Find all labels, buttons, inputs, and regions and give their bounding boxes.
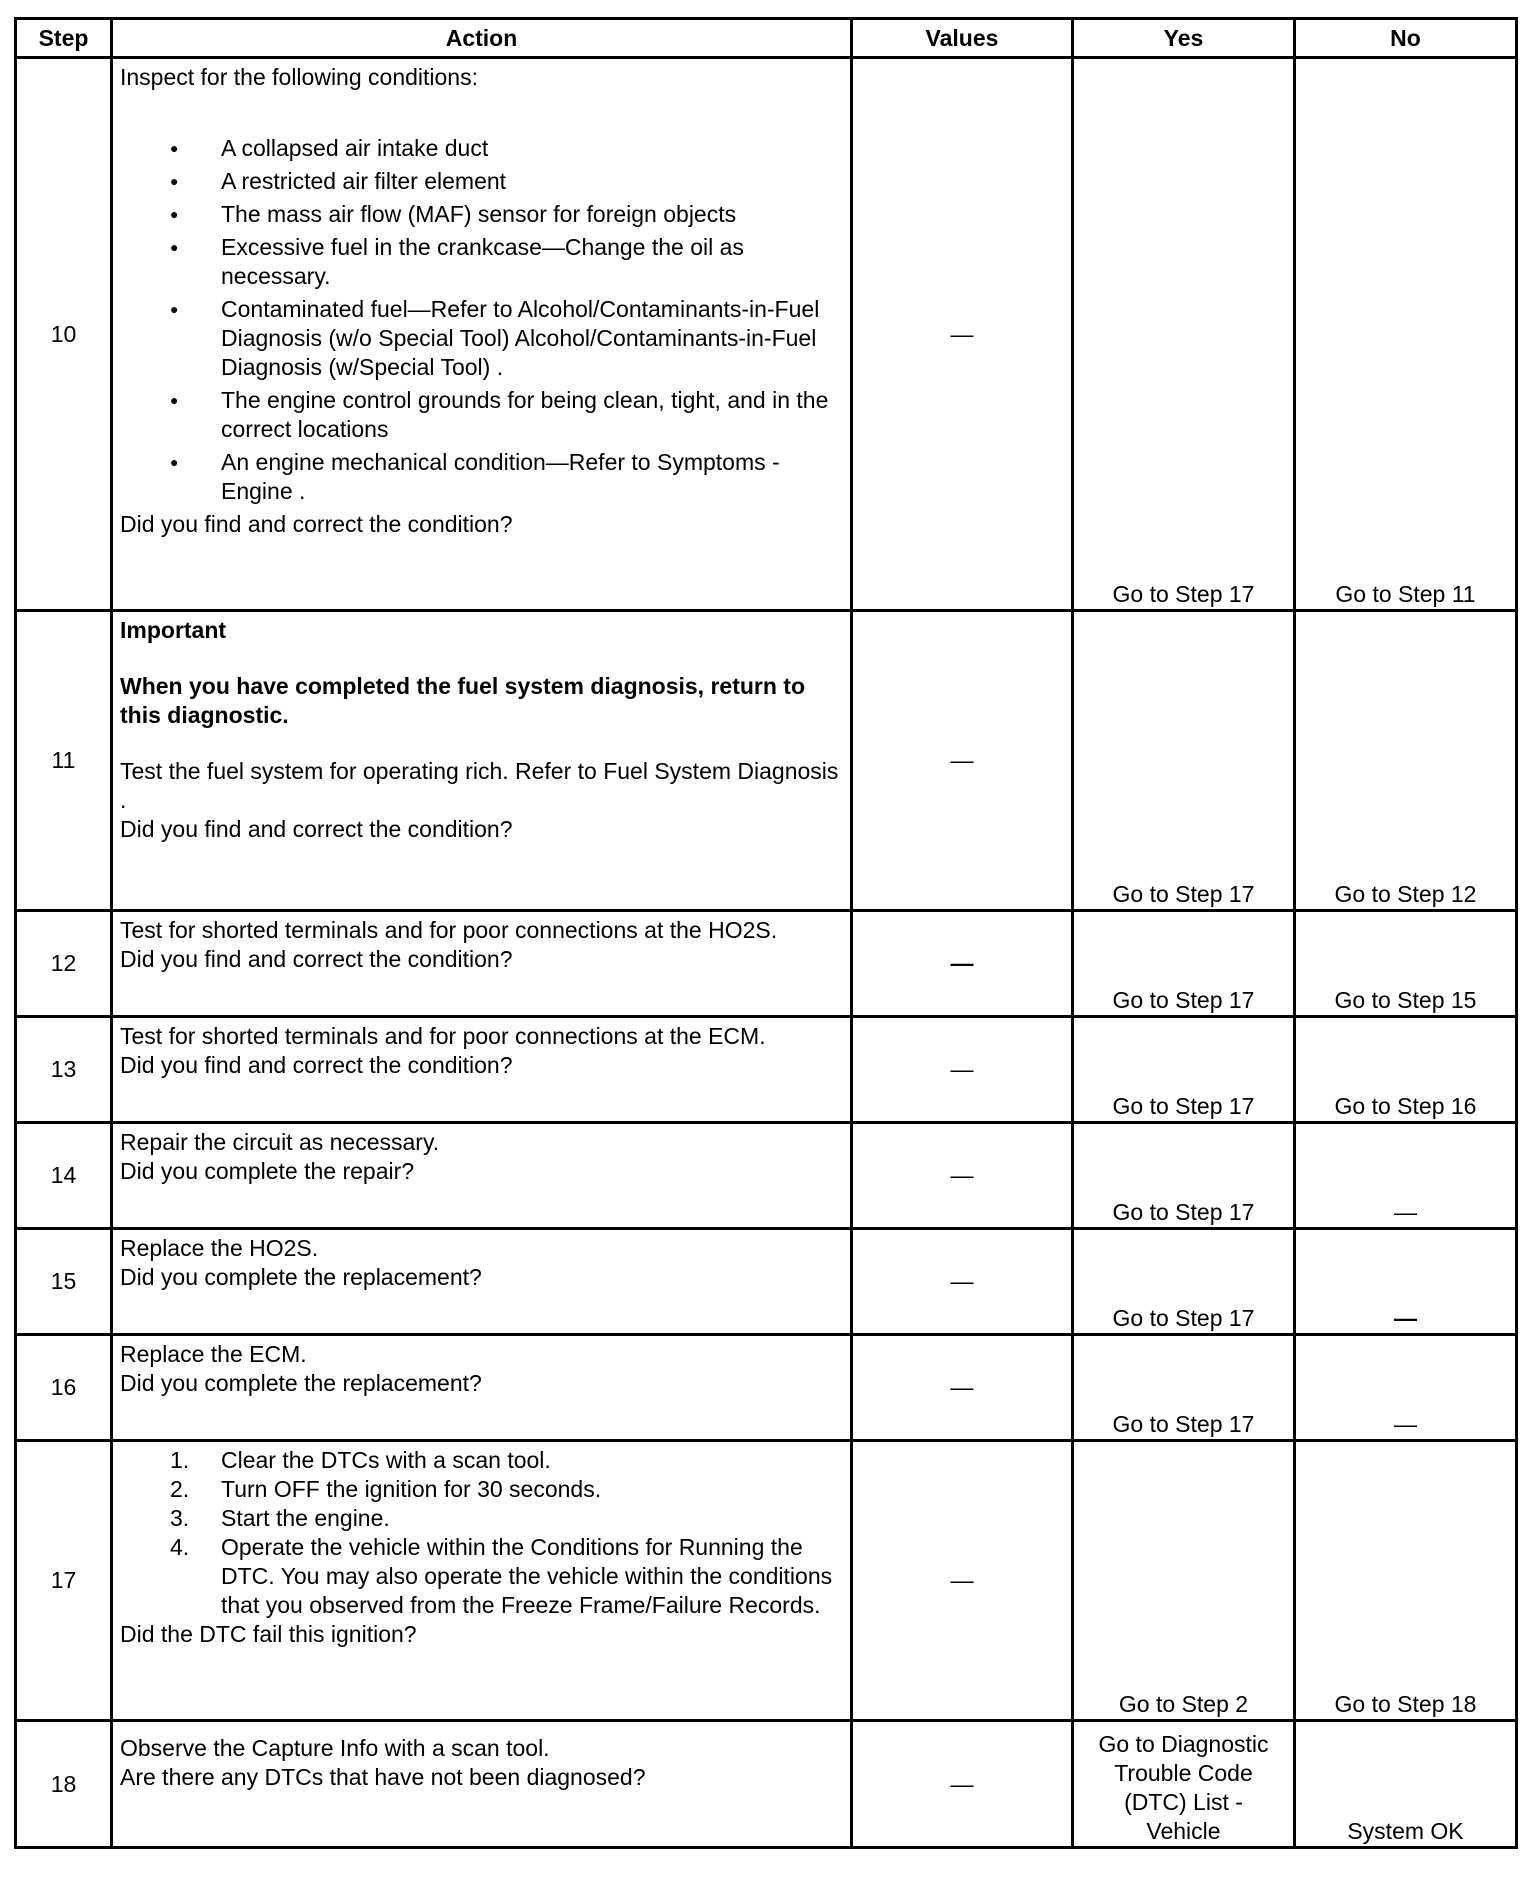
- values-dash: —: [950, 1770, 974, 1797]
- step-number: 17: [16, 1441, 112, 1721]
- values-dash: —: [950, 320, 974, 347]
- yes-link[interactable]: Go to Step 17: [1073, 911, 1295, 1017]
- no-result: System OK: [1295, 1721, 1517, 1848]
- values-dash: —: [950, 1374, 974, 1400]
- item-number: 4.: [170, 1534, 190, 1560]
- action-cell: [112, 1335, 852, 1441]
- action-question: Did you find and correct the condition?: [120, 816, 513, 842]
- action-question: Did you complete the replacement?: [120, 1370, 482, 1396]
- item-text: Operate the vehicle within the Conditions for Running the DTC. You may also operate the vehicle within the conditions that you observed from the Freeze Frame/Failure Records.: [221, 1534, 833, 1618]
- values-cell: [852, 1123, 1073, 1229]
- list-item: ● An engine mechanical condition—Refer to Symptoms - Engine .: [120, 448, 840, 506]
- action-instruction: Test for shorted terminals and for poor connections at the ECM.: [120, 1023, 766, 1049]
- values-cell: [852, 1229, 1073, 1335]
- list-item: ● Excessive fuel in the crankcase—Change the oil as necessary.: [120, 233, 840, 291]
- table-row-step-14: [16, 1123, 1517, 1229]
- important-label: Important: [120, 617, 227, 643]
- values-cell: [852, 911, 1073, 1017]
- step-number: 16: [16, 1335, 112, 1441]
- table-row-step-15: [16, 1229, 1517, 1335]
- step-number: 15: [16, 1229, 112, 1335]
- action-instruction: Test the fuel system for operating rich. Refer to Fuel System Diagnosis .: [120, 758, 839, 813]
- header-values: Values: [852, 19, 1073, 58]
- condition-list: [120, 134, 840, 506]
- no-link[interactable]: Go to Step 12: [1295, 611, 1517, 911]
- yes-link[interactable]: Go to Step 2: [1073, 1441, 1295, 1721]
- action-instruction: Repair the circuit as necessary.: [120, 1129, 440, 1155]
- list-item: ● Contaminated fuel—Refer to Alcohol/Contaminants-in-Fuel Diagnosis (w/o Special Tool) Alcohol/Contaminants-in-Fuel Diagnosis (w/Special Tool) .: [120, 295, 840, 382]
- action-cell: [112, 611, 852, 911]
- no-link[interactable]: Go to Step 18: [1295, 1441, 1517, 1721]
- item-number: 2.: [170, 1476, 190, 1502]
- step-number: 13: [16, 1017, 112, 1123]
- action-question: Did you find and correct the condition?: [120, 946, 513, 972]
- values-dash: —: [950, 1056, 974, 1082]
- diagnostic-table: [14, 17, 1518, 1849]
- item-number: 3.: [170, 1505, 190, 1531]
- action-instruction: Replace the HO2S.: [120, 1235, 319, 1261]
- step-number: 11: [16, 611, 112, 911]
- no-dash: —: [1295, 1229, 1517, 1335]
- action-question: Did you complete the repair?: [120, 1158, 415, 1184]
- values-cell: [852, 1721, 1073, 1848]
- list-item: ● A collapsed air intake duct: [120, 134, 840, 163]
- table-row-step-13: [16, 1017, 1517, 1123]
- values-dash: —: [950, 1567, 974, 1593]
- diagnostic-table-container: [14, 17, 1514, 1849]
- values-cell: [852, 611, 1073, 911]
- header-no: No: [1295, 19, 1517, 58]
- action-question: Did you find and correct the condition?: [120, 1052, 513, 1078]
- step-number: 18: [16, 1721, 112, 1848]
- table-row-step-17: [16, 1441, 1517, 1721]
- step-number: 12: [16, 911, 112, 1017]
- action-question: Did you complete the replacement?: [120, 1264, 482, 1290]
- list-item: ● The engine control grounds for being clean, tight, and in the correct locations: [120, 386, 840, 444]
- list-item: ● The mass air flow (MAF) sensor for foreign objects: [120, 200, 840, 229]
- list-item: ● A restricted air filter element: [120, 167, 840, 196]
- values-dash: —: [950, 1162, 974, 1188]
- no-link[interactable]: Go to Step 16: [1295, 1017, 1517, 1123]
- action-cell: [112, 1229, 852, 1335]
- step-number: 10: [16, 58, 112, 611]
- no-link[interactable]: Go to Step 11: [1295, 58, 1517, 611]
- table-row-step-18: [16, 1721, 1517, 1848]
- list-item: [120, 1475, 840, 1504]
- table-row-step-10: [16, 58, 1517, 611]
- values-dash: —: [950, 1268, 974, 1294]
- item-number: 1.: [170, 1447, 190, 1473]
- header-row: [16, 19, 1517, 58]
- action-question: Are there any DTCs that have not been diagnosed?: [120, 1764, 646, 1790]
- no-link[interactable]: Go to Step 15: [1295, 911, 1517, 1017]
- action-intro: Inspect for the following conditions:: [120, 64, 478, 90]
- action-cell: [112, 1441, 852, 1721]
- list-item: [120, 1446, 840, 1475]
- action-cell: [112, 911, 852, 1017]
- yes-link[interactable]: Go to Step 17: [1073, 1335, 1295, 1441]
- action-cell: [112, 58, 852, 611]
- action-instruction: Test for shorted terminals and for poor connections at the HO2S.: [120, 917, 778, 943]
- important-note: When you have completed the fuel system diagnosis, return to this diagnostic.: [120, 673, 806, 728]
- values-dash: —: [950, 747, 974, 773]
- action-cell: [112, 1123, 852, 1229]
- action-cell: [112, 1721, 852, 1848]
- values-cell: [852, 1335, 1073, 1441]
- action-question: Did you find and correct the condition?: [120, 511, 513, 537]
- yes-link[interactable]: Go to Step 17: [1073, 1017, 1295, 1123]
- values-cell: [852, 1017, 1073, 1123]
- step-number: 14: [16, 1123, 112, 1229]
- no-dash: —: [1295, 1335, 1517, 1441]
- yes-link[interactable]: Go to Step 17: [1073, 1229, 1295, 1335]
- yes-link[interactable]: Go to Step 17: [1073, 611, 1295, 911]
- action-cell: [112, 1017, 852, 1123]
- table-row-step-11: [16, 611, 1517, 911]
- no-dash: —: [1295, 1123, 1517, 1229]
- values-cell: [852, 1441, 1073, 1721]
- item-text: Start the engine.: [221, 1505, 390, 1531]
- header-yes: Yes: [1073, 19, 1295, 58]
- action-instruction: Replace the ECM.: [120, 1341, 307, 1367]
- table-row-step-16: [16, 1335, 1517, 1441]
- header-step: Step: [16, 19, 112, 58]
- yes-link[interactable]: Go to Diagnostic Trouble Code (DTC) List - Vehicle: [1073, 1721, 1295, 1848]
- values-dash: —: [950, 950, 974, 976]
- action-question: Did the DTC fail this ignition?: [120, 1621, 417, 1647]
- list-item: [120, 1533, 840, 1620]
- yes-link[interactable]: Go to Step 17: [1073, 58, 1295, 611]
- action-instruction: Observe the Capture Info with a scan tool.: [120, 1735, 550, 1761]
- values-cell: [852, 58, 1073, 611]
- list-item: [120, 1504, 840, 1533]
- item-text: Clear the DTCs with a scan tool.: [221, 1447, 551, 1473]
- numbered-steps: [120, 1446, 840, 1620]
- item-text: Turn OFF the ignition for 30 seconds.: [221, 1476, 602, 1502]
- yes-link[interactable]: Go to Step 17: [1073, 1123, 1295, 1229]
- header-action: Action: [112, 19, 852, 58]
- table-row-step-12: [16, 911, 1517, 1017]
